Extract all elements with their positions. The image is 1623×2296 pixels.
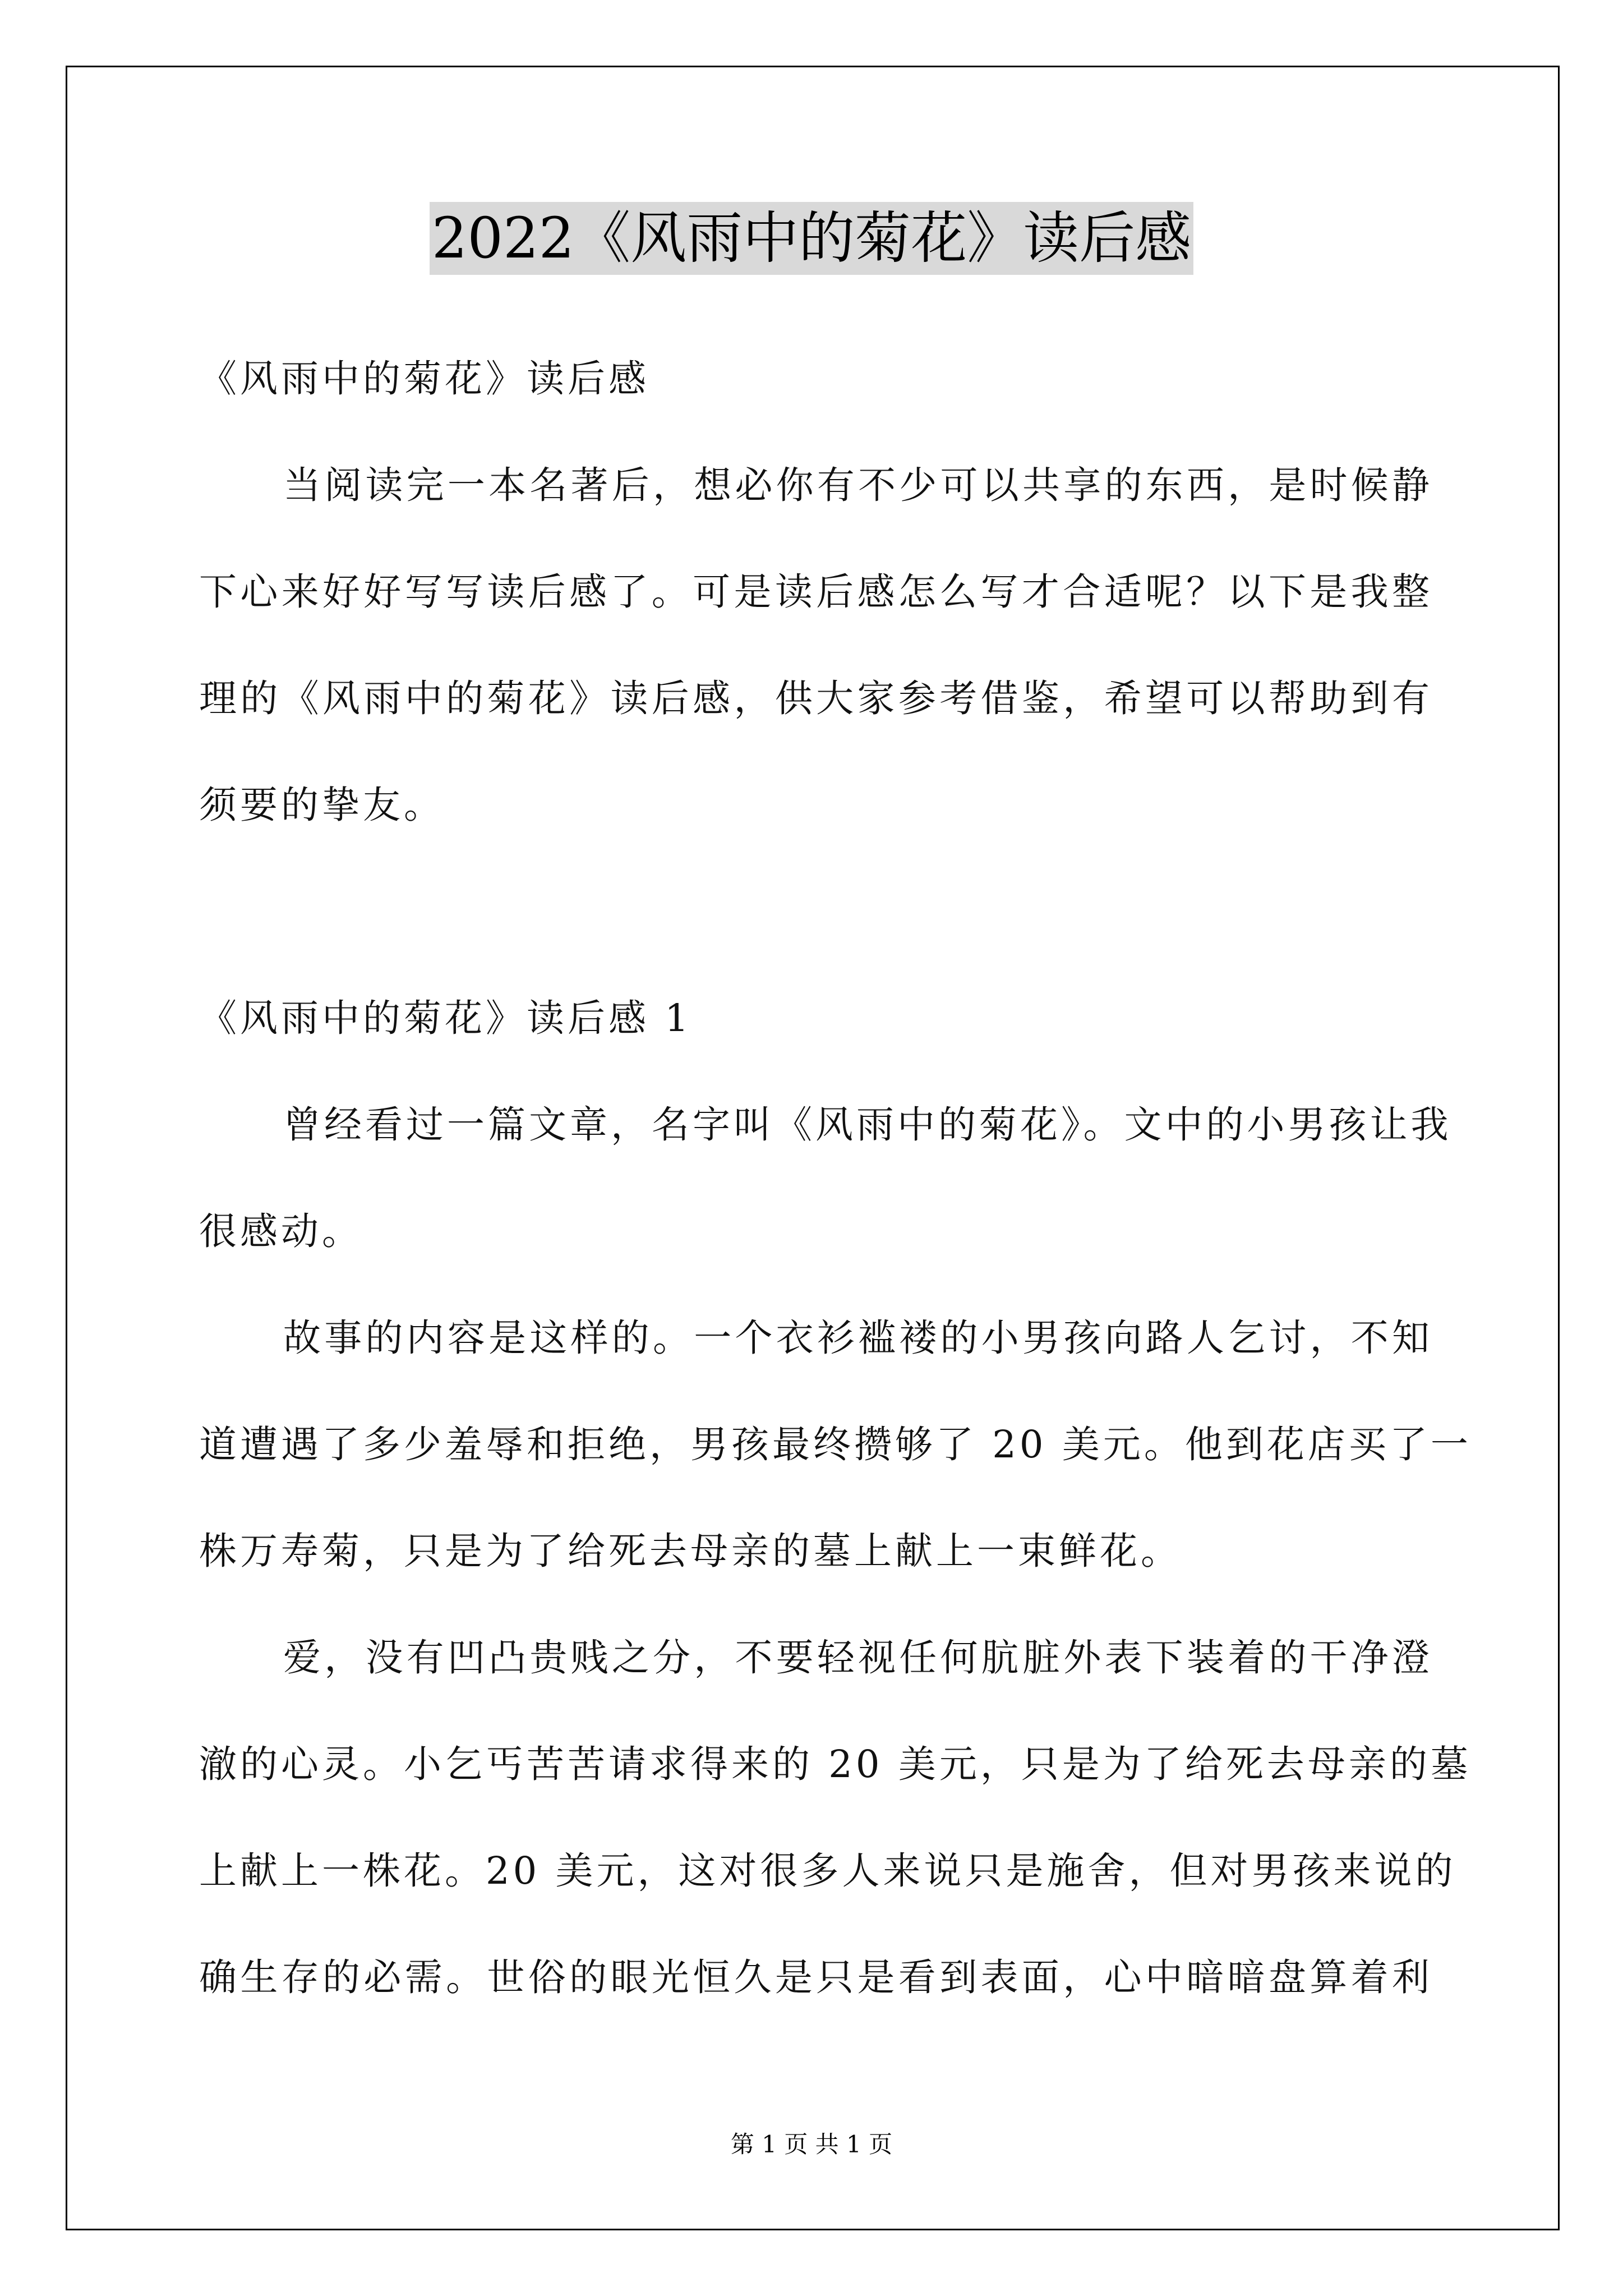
page-footer: 第 1 页 共 1 页 (730, 2131, 893, 2158)
paragraph-line: 曾经看过一篇文章，名字叫《风雨中的菊花》。文中的小男孩让我 (283, 1103, 1452, 1147)
paragraph-line: 爱，没有凹凸贵贱之分，不要轻视任何肮脏外表下装着的干净澄 (283, 1636, 1433, 1680)
paragraph-line: 很感动。 (199, 1209, 363, 1253)
paragraph-line: 理的《风雨中的菊花》读后感，供大家参考借鉴，希望可以帮助到有 (199, 677, 1433, 720)
paragraph-line: 当阅读完一本名著后，想必你有不少可以共享的东西，是时候静 (283, 463, 1433, 507)
paragraph-line: 株万寿菊，只是为了给死去母亲的墓上献上一束鲜花。 (199, 1529, 1182, 1573)
document-title: 2022《风雨中的菊花》读后感 (430, 202, 1194, 275)
paragraph-line: 道遭遇了多少羞辱和拒绝，男孩最终攒够了 20 美元。他到花店买了一 (199, 1423, 1472, 1466)
paragraph-line: 上献上一株花。20 美元，这对很多人来说只是施舍，但对男孩来说的 (199, 1849, 1456, 1893)
paragraph-line: 故事的内容是这样的。一个衣衫褴褛的小男孩向路人乞讨，不知 (283, 1316, 1433, 1360)
paragraph-line: 澈的心灵。小乞丐苦苦请求得来的 20 美元，只是为了给死去母亲的墓 (199, 1742, 1472, 1786)
section-heading: 《风雨中的菊花》读后感 1 (199, 996, 692, 1040)
paragraph-line: 须要的挚友。 (199, 783, 445, 827)
paragraph-line: 下心来好好写写读后感了。可是读后感怎么写才合适呢？以下是我整 (199, 570, 1433, 614)
paragraph-line: 确生存的必需。世俗的眼光恒久是只是看到表面，心中暗暗盘算着利 (199, 1955, 1433, 1999)
title-container (0, 202, 1623, 275)
section-heading: 《风雨中的菊花》读后感 (199, 357, 649, 401)
